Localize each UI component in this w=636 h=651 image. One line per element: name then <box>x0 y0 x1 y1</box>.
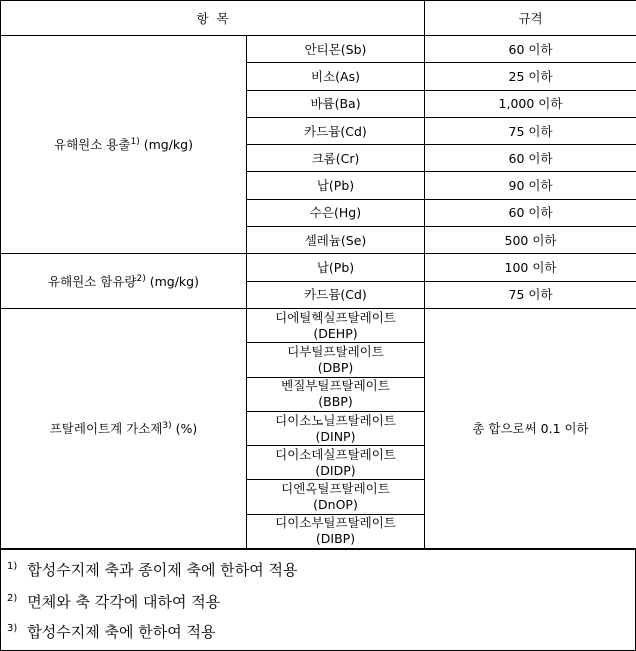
substance-limit: 75 이하 <box>425 281 636 308</box>
footnotes-box <box>0 549 636 651</box>
substance-name: 디이소데실프탈레이트 <box>275 446 396 462</box>
footnote-mark: 1) <box>7 561 18 572</box>
substance-limit: 100 이하 <box>425 254 636 281</box>
substance-limit: 1,000 이하 <box>425 90 636 117</box>
header-row <box>1 1 636 36</box>
substance-abbr: (DBP) <box>317 359 354 375</box>
substance-name: 셀레늄(Se) <box>247 227 425 254</box>
substance-limit: 75 이하 <box>425 117 636 144</box>
substance-name-cell <box>247 446 425 480</box>
footnote <box>7 559 297 580</box>
substance-abbr: (DEHP) <box>313 325 358 341</box>
substance-name: 디엔옥틸프탈레이트 <box>281 481 390 497</box>
substance-name: 바륨(Ba) <box>247 90 425 117</box>
group-title-cell <box>1 36 247 254</box>
group-unit: (mg/kg) <box>149 273 199 289</box>
substance-name: 디이소부틸프탈레이트 <box>275 515 396 531</box>
substance-abbr: (DINP) <box>315 428 356 444</box>
footnote-mark: 2) <box>7 593 18 604</box>
substance-name: 디에틸헥실프탈레이트 <box>275 309 396 325</box>
substance-name: 벤질부틸프탈레이트 <box>281 378 390 394</box>
substance-name-cell <box>247 308 425 342</box>
substance-name-cell <box>247 514 425 548</box>
substance-name: 비소(As) <box>247 63 425 90</box>
table-row <box>1 36 636 63</box>
substance-name: 납(Pb) <box>247 254 425 281</box>
substance-name: 납(Pb) <box>247 172 425 199</box>
substance-abbr: (DnOP) <box>313 497 358 513</box>
footnote-mark: 3) <box>7 623 18 634</box>
footnote-text: 합성수지제 축과 종이제 축에 한하여 적용 <box>27 561 298 579</box>
header-spec: 규격 <box>425 1 636 36</box>
substance-name-cell <box>247 411 425 445</box>
substance-name-cell <box>247 343 425 377</box>
substance-name-cell <box>247 377 425 411</box>
header-item: 항 목 <box>1 1 425 36</box>
substance-name: 수은(Hg) <box>247 199 425 226</box>
substance-abbr: (DIBP) <box>315 531 356 547</box>
note-mark: 1) <box>130 137 140 148</box>
substance-name: 디부틸프탈레이트 <box>287 343 384 359</box>
substance-name: 크롬(Cr) <box>247 145 425 172</box>
group-title: 유해원소 용출 <box>54 137 131 153</box>
table-row <box>1 254 636 281</box>
group-unit: (%) <box>175 421 198 436</box>
substance-limit: 60 이하 <box>425 199 636 226</box>
group-unit: (mg/kg) <box>143 137 193 153</box>
substance-name: 안티몬(Sb) <box>247 36 425 63</box>
group-title: 유해원소 함유량 <box>48 273 137 289</box>
substance-limit: 25 이하 <box>425 63 636 90</box>
substance-limit: 총 합으로써 0.1 이하 <box>425 308 636 548</box>
group-title: 프탈레이트계 가소제 <box>49 421 163 436</box>
substance-abbr: (DIDP) <box>315 462 356 478</box>
substance-name: 카드뮴(Cd) <box>247 117 425 144</box>
substance-limit: 90 이하 <box>425 172 636 199</box>
group-title-cell <box>1 308 247 548</box>
substance-name: 카드뮴(Cd) <box>247 281 425 308</box>
table-row <box>1 308 636 342</box>
footnote-text: 합성수지제 축에 한하여 적용 <box>27 623 216 641</box>
substance-name: 디이소노닐프탈레이트 <box>275 412 396 428</box>
substance-limit: 500 이하 <box>425 227 636 254</box>
note-mark: 2) <box>136 273 146 284</box>
footnote <box>7 621 215 642</box>
note-mark: 3) <box>162 421 172 431</box>
substance-abbr: (BBP) <box>318 394 353 410</box>
footnote-text: 면체와 축 각각에 대하여 적용 <box>27 593 221 611</box>
substance-limit: 60 이하 <box>425 36 636 63</box>
substance-name-cell <box>247 480 425 514</box>
footnote <box>7 591 220 612</box>
group-title-cell <box>1 254 247 309</box>
substance-limit: 60 이하 <box>425 145 636 172</box>
